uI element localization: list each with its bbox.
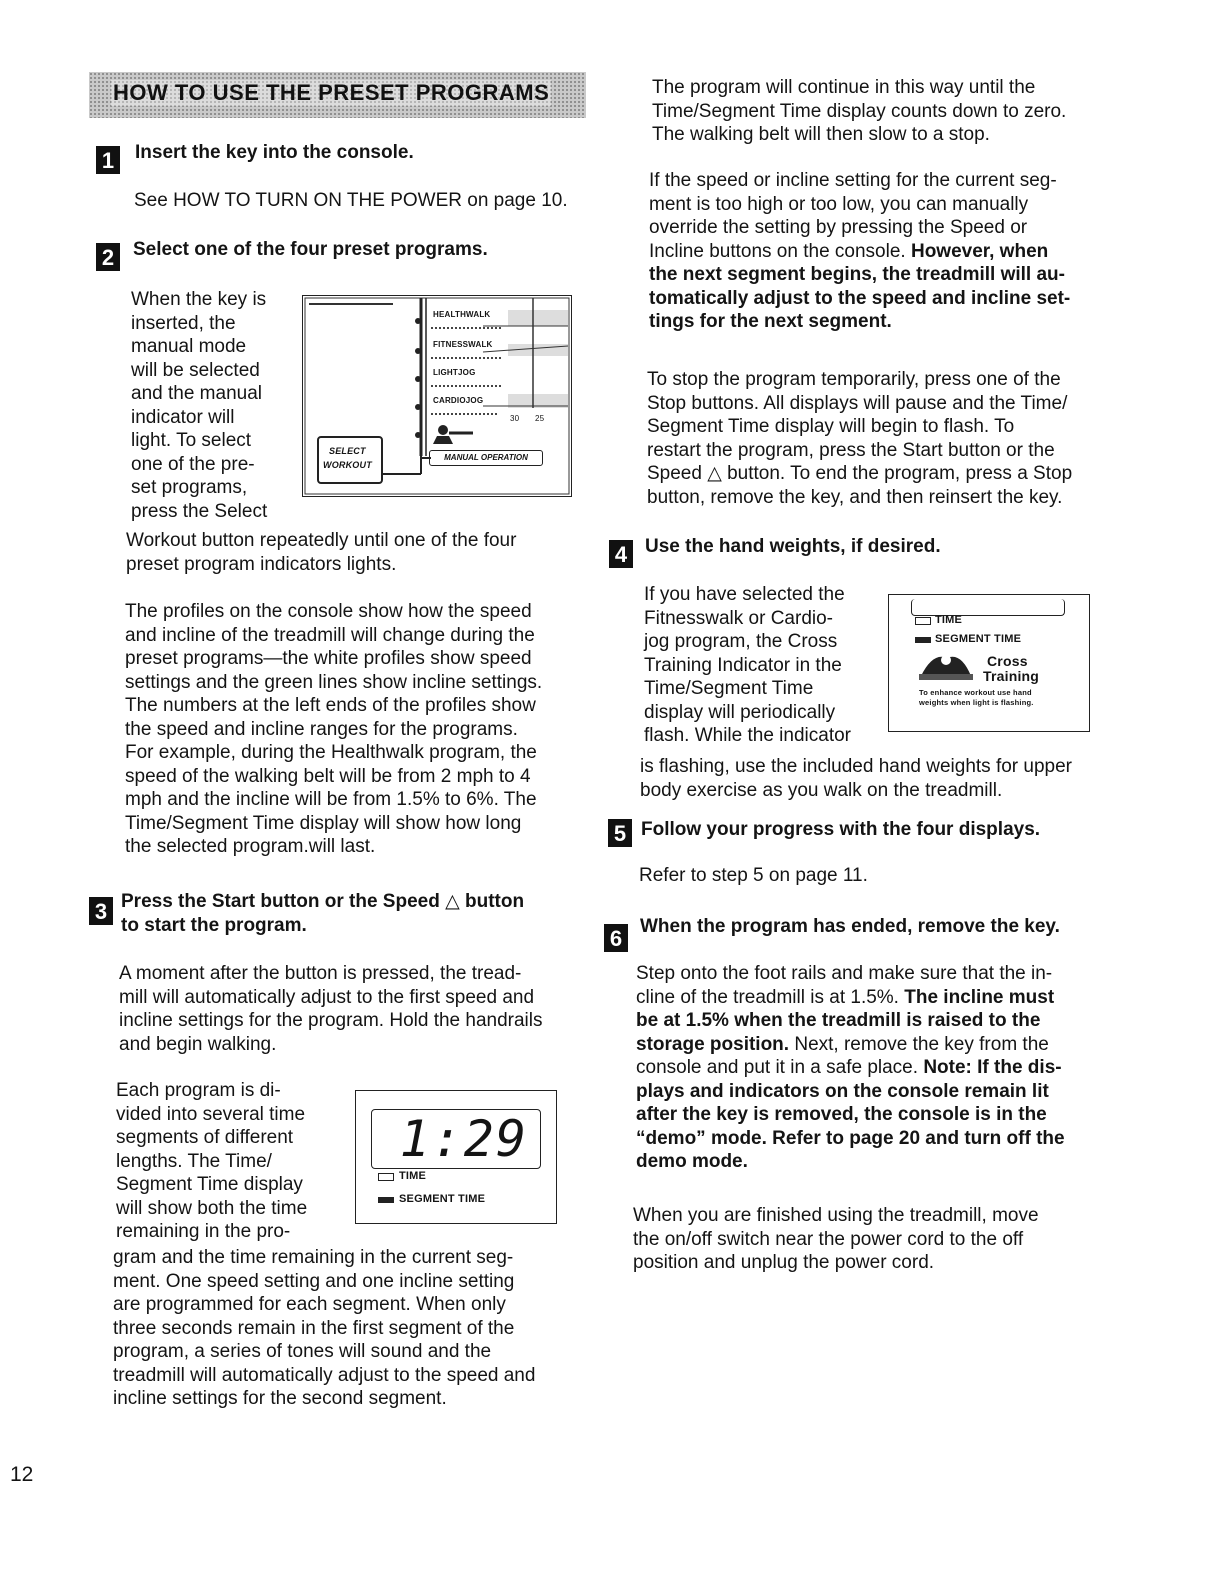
text-line (636, 962, 1065, 986)
text-line: Fitnesswalk or Cardio- (644, 607, 833, 629)
time-label: TIME (399, 1170, 427, 1182)
text-line: light. To select (131, 430, 252, 451)
text-run: cline of the treadmill is at 1.5%. (636, 986, 905, 1008)
step-5-title: Follow your progress with the four displays. (641, 819, 1041, 840)
text-line: preset programs—the white profiles show speed (125, 648, 532, 669)
tick-label-25: 25 (535, 414, 545, 423)
text-line (636, 1080, 1065, 1104)
text-line: The program will continue in this way until the (652, 77, 1036, 98)
bold-run: be at 1.5% when the treadmill is raised to the (636, 1010, 1041, 1031)
text-line: speed of the walking belt will be from 2 mph to 4 (125, 765, 531, 787)
text-line: manual mode (131, 336, 247, 357)
text-line: preset program indicators lights. (126, 553, 397, 575)
text-line: set programs, (131, 477, 248, 498)
bold-run: Note: If the dis- (923, 1057, 1062, 1078)
text-line: will be selected (131, 359, 260, 381)
text-line: lengths. The Time/ (116, 1150, 272, 1172)
cross-note-2: weights when light is flashing. (919, 698, 1034, 707)
text-line: segments of different (116, 1127, 294, 1148)
step-2-title: Select one of the four preset programs. (133, 239, 488, 260)
time-display-figure (355, 1090, 557, 1224)
bold-run: after the key is removed, the console is in the (636, 1104, 1047, 1125)
text-line: indicator will (131, 406, 235, 428)
override-paragraph (649, 169, 1070, 334)
select-workout-label-2: WORKOUT (323, 460, 372, 470)
text-line: Segment Time display will begin to flash. To (647, 416, 1015, 437)
select-workout-label-1: SELECT (329, 446, 366, 456)
time-digits: 1:29 (399, 1110, 528, 1168)
step-number-1: 1 (96, 146, 120, 174)
text-line: override the setting by pressing the Speed or (649, 217, 1028, 238)
text-line (636, 1056, 1065, 1080)
text-line: restart the program, press the Start button or the (647, 439, 1055, 461)
text-line: button, remove the key, and then reinsert the key. (647, 486, 1063, 508)
time-indicator-icon (378, 1173, 394, 1181)
text-line: Each program is di- (116, 1080, 281, 1101)
bold-run: “demo” mode. Refer to page 20 and turn off the (636, 1127, 1065, 1149)
cross-title-1: Cross (987, 653, 1028, 669)
stop-paragraph (647, 368, 1072, 509)
time-lcd-screen (371, 1109, 541, 1169)
text-line: body exercise as you walk on the treadmill. (640, 779, 1003, 801)
text-line: The numbers at the left ends of the profiles show (125, 695, 536, 716)
step-3-title (121, 890, 524, 937)
text-line: vided into several time (116, 1103, 306, 1125)
text-line (636, 1033, 1065, 1057)
bold-run: storage position. (636, 1033, 790, 1055)
text-line: incline settings for the second segment. (113, 1388, 447, 1409)
text-line (636, 1127, 1065, 1151)
text-line: and begin walking. (119, 1033, 277, 1055)
text-line (649, 240, 1070, 264)
cross-time-label: TIME (935, 614, 963, 626)
segment-indicator-icon (378, 1197, 394, 1203)
text-line: incline settings for the program. Hold the handrails (119, 1010, 543, 1031)
step-2-full-text (126, 529, 516, 576)
text-line (636, 1103, 1065, 1127)
text-run: Incline buttons on the console. (649, 240, 906, 262)
text-line: Time/Segment Time display will show how long (125, 812, 522, 834)
text-line: will show both the time (116, 1197, 308, 1219)
text-line: If you have selected the (644, 584, 845, 605)
step-number-6: 6 (604, 924, 628, 952)
step-number-5: 5 (608, 819, 632, 847)
text-line: jog program, the Cross (644, 631, 838, 652)
text-line: display will periodically (644, 701, 836, 723)
text-line: and incline of the treadmill will change during the (125, 624, 535, 646)
text-line: settings and the green lines show incline settings. (125, 671, 543, 693)
step-3-full-text (113, 1246, 535, 1411)
tick-label-30: 30 (510, 414, 520, 423)
page-number: 12 (10, 1463, 34, 1486)
text-line: ment is too high or too low, you can manually (649, 193, 1029, 215)
text-line (636, 1150, 1065, 1174)
step-6-paragraph (636, 962, 1065, 1174)
manual-operation-indicator: MANUAL OPERATION (429, 450, 543, 466)
bold-run: plays and indicators on the console remain lit (636, 1080, 1049, 1102)
text-line: The profiles on the console show how the speed (125, 601, 532, 622)
select-workout-button[interactable] (317, 436, 383, 484)
time-indicator-icon (915, 617, 931, 625)
text-line: are programmed for each segment. When only (113, 1294, 506, 1315)
text-line: When you are finished using the treadmill, move (633, 1205, 1039, 1226)
text-line: the next segment begins, the treadmill will au- (649, 264, 1065, 285)
text-line: gram and the time remaining in the current seg- (113, 1247, 514, 1268)
step-1-text: See HOW TO TURN ON THE POWER on page 10. (134, 190, 568, 211)
bold-run: However, when (910, 240, 1049, 262)
step-number-4: 4 (609, 540, 633, 568)
text-line: tomatically adjust to the speed and incline set- (649, 287, 1071, 309)
step-2-wrap-text (131, 288, 267, 523)
text-line: the speed and incline ranges for the programs. (125, 718, 518, 740)
cross-training-icon (917, 650, 975, 682)
text-line: A moment after the button is pressed, the tread- (119, 963, 522, 984)
step-4-title: Use the hand weights, if desired. (645, 536, 941, 557)
section-title: HOW TO USE THE PRESET PROGRAMS (113, 80, 550, 105)
text-line: Speed △ button. To end the program, press a Stop (647, 463, 1073, 484)
text-line: flash. While the indicator (644, 725, 851, 746)
step-5-text: Refer to step 5 on page 11. (639, 865, 868, 886)
step-4-full-text (640, 755, 1072, 802)
step-3-paragraph (119, 962, 543, 1056)
text-line: three seconds remain in the first segment of the (113, 1317, 515, 1339)
text-line: the selected program.will last. (125, 836, 376, 857)
segment-time-label: SEGMENT TIME (399, 1193, 486, 1205)
text-line: program, a series of tones will sound and the (113, 1341, 492, 1362)
step-6-title: When the program has ended, remove the key. (640, 916, 1060, 937)
text-run: console and put it in a safe place. (636, 1057, 924, 1078)
step-1-title: Insert the key into the console. (135, 142, 414, 163)
cross-note-1: To enhance workout use hand (919, 688, 1032, 697)
program-label-fitnesswalk: FITNESSWALK (433, 340, 493, 349)
bold-run: demo mode. (636, 1151, 748, 1172)
section-banner (89, 72, 586, 118)
text-line: the on/off switch near the power cord to the off (633, 1228, 1024, 1250)
text-line: Training Indicator in the (644, 654, 842, 676)
text-line: one of the pre- (131, 453, 255, 475)
text-line (636, 986, 1065, 1010)
cross-title-2: Training (983, 668, 1040, 684)
cross-segment-label: SEGMENT TIME (935, 633, 1022, 645)
program-label-lightjog: LIGHTJOG (433, 368, 476, 377)
step-number-2: 2 (96, 243, 120, 271)
text-line: and the manual (131, 383, 262, 404)
text-line: tings for the next segment. (649, 311, 892, 332)
text-line: ment. One speed setting and one incline setting (113, 1270, 515, 1292)
bold-run: The incline must (904, 986, 1055, 1008)
text-line: treadmill will automatically adjust to the speed and (113, 1364, 536, 1386)
cross-training-figure (888, 594, 1090, 732)
text-line: When the key is (131, 289, 267, 310)
text-line: Segment Time display (116, 1174, 303, 1195)
text-line: For example, during the Healthwalk program, the (125, 742, 537, 763)
text-line: Time/Segment Time (644, 678, 814, 699)
continue-paragraph (652, 76, 1066, 147)
profiles-paragraph (125, 600, 542, 859)
text-line: mill will automatically adjust to the first speed and (119, 986, 535, 1008)
text-run: Next, remove the key from the (789, 1033, 1049, 1055)
power-off-paragraph (633, 1204, 1039, 1275)
text-line: inserted, the (131, 312, 236, 334)
text-line: Workout button repeatedly until one of the four (126, 530, 517, 551)
text-line: Stop buttons. All displays will pause and the Time/ (647, 392, 1068, 414)
text-line (636, 1009, 1065, 1033)
program-label-cardiojog: CARDIOJOG (433, 396, 484, 405)
step-3-title-line: to start the program. (121, 914, 307, 936)
text-line: mph and the incline will be from 1.5% to 6%. The (125, 789, 537, 810)
text-line: Time/Segment Time display counts down to zero. (652, 100, 1067, 122)
program-label-healthwalk: HEALTHWALK (433, 310, 491, 319)
step-number-3: 3 (89, 897, 113, 925)
text-line: press the Select (131, 500, 268, 522)
text-line: position and unplug the power cord. (633, 1252, 935, 1273)
text-line: remaining in the pro- (116, 1221, 291, 1242)
text-line: To stop the program temporarily, press one of the (647, 369, 1061, 390)
segment-indicator-icon (915, 637, 931, 643)
text-run: Step onto the foot rails and make sure that the in- (636, 963, 1053, 984)
step-3-title-line: Press the Start button or the Speed △ button (121, 891, 525, 912)
text-line: If the speed or incline setting for the current seg- (649, 170, 1057, 191)
step-4-wrap-text (644, 583, 851, 748)
text-line: The walking belt will then slow to a stop. (652, 124, 990, 145)
console-program-figure (302, 295, 572, 497)
text-line: is flashing, use the included hand weights for upper (640, 756, 1072, 777)
step-3-wrap-text (116, 1079, 307, 1244)
